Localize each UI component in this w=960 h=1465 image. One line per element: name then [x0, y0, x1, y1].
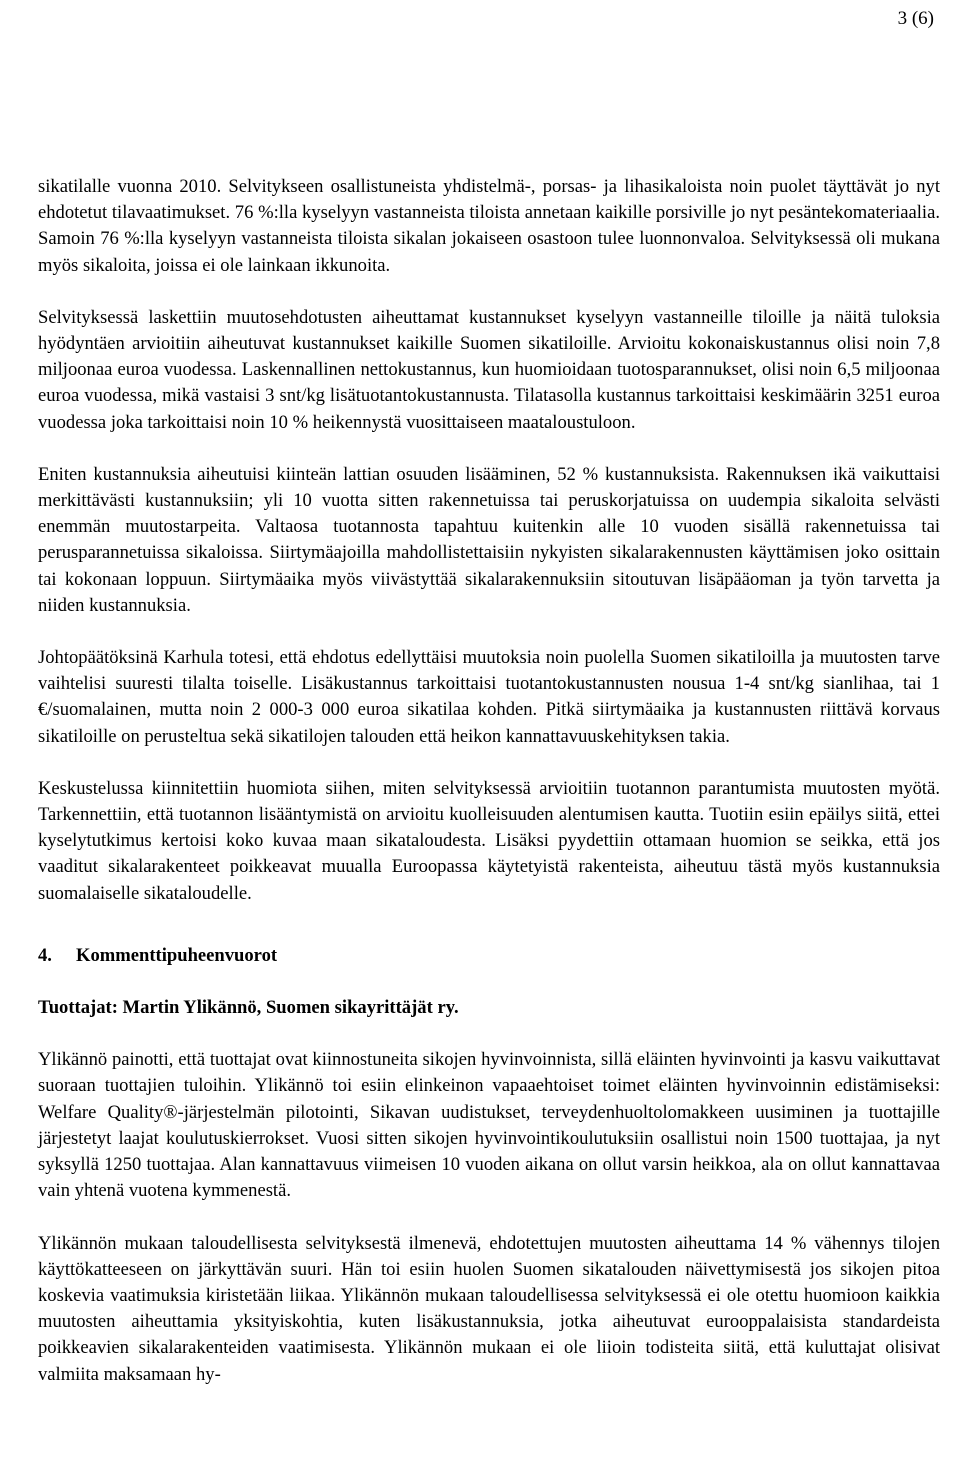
section-heading: [38, 943, 940, 969]
speaker-heading: Tuottajat: Martin Ylikännö, Suomen sikayrittäjät ry.: [38, 997, 459, 1019]
page-number: 3 (6): [897, 8, 934, 29]
paragraph-survey-results: sikatilalle vuonna 2010. Selvitykseen osallistuneista yhdistelmä-, porsas- ja lihasikaloista noin puolet täyttävät jo nyt ehdotetut tilavaatimukset. 76 %:lla kyselyyn vastanneista tiloista annetaan kaikille porsiville jo nyt pesäntekomateriaalia. Samoin 76 %:lla kyselyyn vastanneista tiloista sikalan jokaiseen osastoon tulee luonnonvaloa. Selvityksessä oli mukana myös sikaloita, joissa ei ole lainkaan ikkunoita.: [38, 176, 940, 276]
paragraph-cost-calculation: Selvityksessä laskettiin muutosehdotusten aiheuttamat kustannukset kyselyyn vastanneille tiloille ja näitä tuloksia hyödyntäen arvioitiin aiheutuvat kustannukset kaikille Suomen sikatiloille. Arvioitu kokonaiskustannus olisi noin 7,8 miljoonaa euroa vuodessa. Laskennallinen nettokustannus, kun huomioidaan tuotosparannukset, olisi noin 6,5 miljoonaa euroa vuodessa, mikä vastaisi 3 snt/kg lisätuotantokustannusta. Tilatasolla kustannus tarkoittaisi keskimäärin 3251 euroa vuodessa joka tarkoittaisi noin 10 % heikennystä vuosittaiseen maataloustuloon.: [38, 306, 940, 433]
paragraph-discussion: Keskustelussa kiinnitettiin huomiota siihen, miten selvityksessä arvioitiin tuotannon parantumista muutosten myötä. Tarkennettiin, että tuotannon lisääntymistä on arvioitu kuolleisuuden alentumisen kautta. Tuotiin esiin epäilys siitä, ettei kyselytutkimus kertoisi koko kuvaa maan sikataloudesta. Lisäksi pyydettiin ottamaan huomion se seikka, että jos vaaditut sikalarakenteet poikkeavat muualla Euroopassa käytetyistä rakenteista, aiheutuu tästä myös kustannuksia suomalaiselle sikataloudelle.: [38, 777, 940, 904]
paragraph-cost-breakdown: Eniten kustannuksia aiheutuisi kiinteän lattian osuuden lisääminen, 52 % kustannuksista. Rakennuksen ikä vaikuttaisi merkittävästi kustannuksiin; yli 10 vuotta sitten rakennetuissa tai peruskorjatuissa on uudempia sikaloita selvästi enemmän muutostarpeita. Valtaosa tuotannosta tapahtuu kuitenkin alle 10 vuoden sisällä rakennetuissa tai perusparannetuissa sikaloissa. Siirtymäajoilla mahdollistettaisiin nykyisten sikalarakennusten käyttämisen joko osittain tai kokonaan loppuun. Siirtymäaika myös viivästyttää sikalarakennuksiin sitoutuvan lisäpääoman ja työn tarvetta ja niiden kustannuksia.: [38, 463, 940, 616]
paragraph-conclusions: Johtopäätöksinä Karhula totesi, että ehdotus edellyttäisi muutoksia noin puolella Suomen sikatiloilla ja muutosten tarve vaihtelisi suuresti tilalta toiselle. Lisäkustannus tarkoittaisi tuotantokustannusten nousua 1-4 snt/kg sianlihaa, tai 1 €/suomalainen, mutta noin 2 000-3 000 euroa sikatilaa kohden. Pitkä siirtymäaika ja kustannusten riittävä korvaus sikatiloille on perusteltua sekä sikatilojen talouden että heikon kannattavuuskehityksen takia.: [38, 647, 940, 747]
section-title: Kommenttipuheenvuorot: [76, 944, 278, 966]
document-body: [38, 174, 940, 1388]
section-number: 4.: [38, 944, 52, 966]
paragraph-producer-economics: Ylikännön mukaan taloudellisesta selvityksestä ilmenevä, ehdotettujen muutosten aiheuttama 14 % vähennys tilojen käyttökatteeseen on järkyttävän suuri. Hän toi esiin huolen Suomen sikatalouden näivettymisestä jos sikojen pitoa koskevia vaatimuksia kiristetään liikaa. Ylikännön mukaan taloudellisessa selvityksessä ei ole otettu huomioon kaikkia muutosten aiheuttamia yksityiskohtia, kuten lisäkustannuksia, jotka aiheutuvat eurooppalaisista standardeista poikkeavien sikalarakenteiden vaatimisesta. Ylikännön mukaan ei ole liioin todisteita siitä, että kuluttajat olisivat valmiita maksamaan hy-: [38, 1232, 940, 1385]
paragraph-producer-comment: Ylikännö painotti, että tuottajat ovat kiinnostuneita sikojen hyvinvoinnista, sillä eläinten hyvinvointi ja kasvu vaikuttavat suoraan tuottajien tuloihin. Ylikännö toi esiin elinkeinon vapaaehtoiset toimet eläinten hyvinvoinnin edistämiseksi: Welfare Quality®-järjestelmän pilotointi, Sikavan uudistukset, terveydenhuoltolomakkeen uusiminen ja tuottajille järjestetyt laajat koulutuskierrokset. Vuosi sitten sikojen hyvinvointikoulutuksiin osallistui noin 1500 tuottajaa, ja nyt syksyllä 1250 tuottajaa. Alan kannattavuus viimeisen 10 vuoden aikana on ollut varsin heikkoa, ala on ollut kannattavaa vain yhtenä vuotena kymmenestä.: [38, 1049, 940, 1202]
